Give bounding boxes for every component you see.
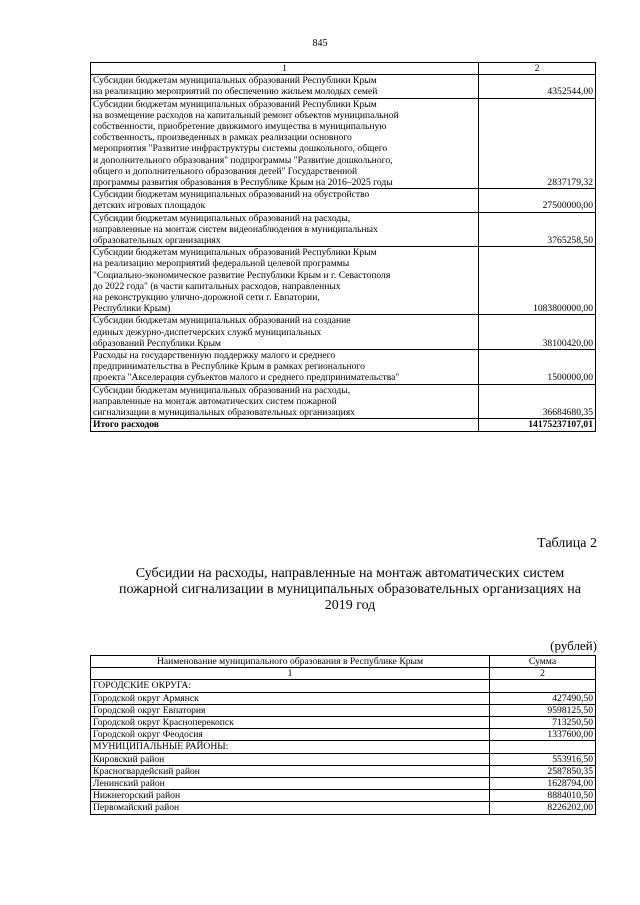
- column-header-sum: Сумма: [490, 656, 596, 668]
- row-value-cell: 9598125,50: [490, 704, 596, 716]
- table-row: [91, 765, 596, 777]
- row-name-cell: Субсидии бюджетам муниципальных образований Республики Крым на реализацию мероприятий по обеспечению жильем молодых семей: [91, 75, 479, 98]
- row-name-cell: Ленинский район: [91, 778, 490, 790]
- row-value-cell: 1083800000,00: [479, 247, 596, 315]
- total-row: [91, 419, 596, 431]
- row-name-cell: Городской округ Армянск: [91, 692, 490, 704]
- row-value-cell: 4352544,00: [479, 75, 596, 98]
- table-row: [91, 75, 596, 98]
- table-header-row: [91, 656, 596, 668]
- row-value-cell: 3765258,50: [479, 212, 596, 247]
- row-name-cell: Субсидии бюджетам муниципальных образований на расходы, направленные на монтаж систем видеонаблюдения в муниципальных образовательных организациях: [91, 212, 479, 247]
- table-row: [91, 384, 596, 419]
- column-number-1: 1: [91, 668, 490, 680]
- row-name-cell: Городской округ Феодосия: [91, 729, 490, 741]
- table-number-row: [91, 668, 596, 680]
- table-row: [91, 98, 596, 189]
- table-row: [91, 790, 596, 802]
- row-value-cell: 1628794,00: [490, 778, 596, 790]
- row-value-cell: 8226202,00: [490, 802, 596, 814]
- expenses-table: [90, 62, 596, 432]
- row-value-cell: 553916,50: [490, 753, 596, 765]
- unit-label: (рублей): [550, 638, 597, 653]
- table-row: [91, 729, 596, 741]
- table-label: Таблица 2: [537, 536, 597, 551]
- row-name-cell: Субсидии бюджетам муниципальных образований на обустройство детских игровых площадок: [91, 189, 479, 212]
- table-row: [91, 212, 596, 247]
- column-number-2: 2: [479, 63, 596, 75]
- row-name-cell: Субсидии бюджетам муниципальных образований Республики Крым на реализацию мероприятий федеральной целевой программы "Социально-экономическое развитие Республики Крым и г. Севастополя до 2022 года" (в части капитальных расходов, направленных на реконструкцию улично-дорожной сети г. Евпатории, Республики Крым): [91, 247, 479, 315]
- table-row: [91, 692, 596, 704]
- table-row: [91, 350, 596, 385]
- row-name-cell: ГОРОДСКИЕ ОКРУГА:: [91, 680, 490, 692]
- row-name-cell: Городской округ Евпатория: [91, 704, 490, 716]
- row-name-cell: МУНИЦИПАЛЬНЫЕ РАЙОНЫ:: [91, 741, 490, 753]
- row-name-cell: Субсидии бюджетам муниципальных образований на расходы, направленные на монтаж автоматических систем пожарной сигнализации в муниципальных образовательных организациях: [91, 384, 479, 419]
- row-name-cell: Субсидии бюджетам муниципальных образований Республики Крым на возмещение расходов на капитальный ремонт объектов муниципальной собственности, приобретение движимого имущества в муниципальную собственность, произведенных в рамках реализации основного мероприятия "Развитие инфраструктуры системы дошкольного, общего и дополнительного образования" подпрограммы "Развитие дошкольного, общего и дополнительного образования детей" Государственной программы развития образования в Республике Крым на 2016–2025 годы: [91, 98, 479, 189]
- row-value-cell: 38100420,00: [479, 315, 596, 350]
- row-value-cell: 1337600,00: [490, 729, 596, 741]
- table-row: [91, 802, 596, 814]
- subsidies-table: [90, 655, 596, 815]
- row-value-cell: 2587850,35: [490, 765, 596, 777]
- row-value-cell: 36684680,35: [479, 384, 596, 419]
- table-row: [91, 778, 596, 790]
- row-value-cell: 27500000,00: [479, 189, 596, 212]
- row-value-cell: [490, 741, 596, 753]
- row-name-cell: Кировский район: [91, 753, 490, 765]
- table-row: [91, 315, 596, 350]
- table-row: [91, 717, 596, 729]
- row-name-cell: Итого расходов: [91, 419, 479, 431]
- row-name-cell: Красногвардейский район: [91, 765, 490, 777]
- row-name-cell: Городской округ Красноперекопск: [91, 717, 490, 729]
- row-name-cell: Субсидии бюджетам муниципальных образований на создание единых дежурно-диспетчерских служб муниципальных образований Республики Крым: [91, 315, 479, 350]
- row-value-cell: 427490,50: [490, 692, 596, 704]
- column-number-2: 2: [490, 668, 596, 680]
- table-header-row: [91, 63, 596, 75]
- table-row: [91, 680, 596, 692]
- column-number-1: 1: [91, 63, 479, 75]
- table-row: [91, 704, 596, 716]
- row-value-cell: 2837179,32: [479, 98, 596, 189]
- table-title: Субсидии на расходы, направленные на монтаж автоматических систем пожарной сигнализации в муниципальных образовательных организациях на 2019 год: [118, 566, 581, 613]
- table-row: [91, 247, 596, 315]
- table-row: [91, 753, 596, 765]
- row-name-cell: Нижнегорский район: [91, 790, 490, 802]
- column-header-name: Наименование муниципального образования в Республике Крым: [91, 656, 490, 668]
- row-value-cell: 713250,50: [490, 717, 596, 729]
- table-row: [91, 189, 596, 212]
- row-value-cell: 1500000,00: [479, 350, 596, 385]
- row-value-cell: 14175237107,01: [479, 419, 596, 431]
- page-number: 845: [312, 38, 328, 49]
- row-name-cell: Первомайский район: [91, 802, 490, 814]
- row-value-cell: 8884010,50: [490, 790, 596, 802]
- table-row: [91, 741, 596, 753]
- row-value-cell: [490, 680, 596, 692]
- row-name-cell: Расходы на государственную поддержку малого и среднего предпринимательства в Республике Крым в рамках регионального проекта "Акселерация субъектов малого и среднего предпринимательства": [91, 350, 479, 385]
